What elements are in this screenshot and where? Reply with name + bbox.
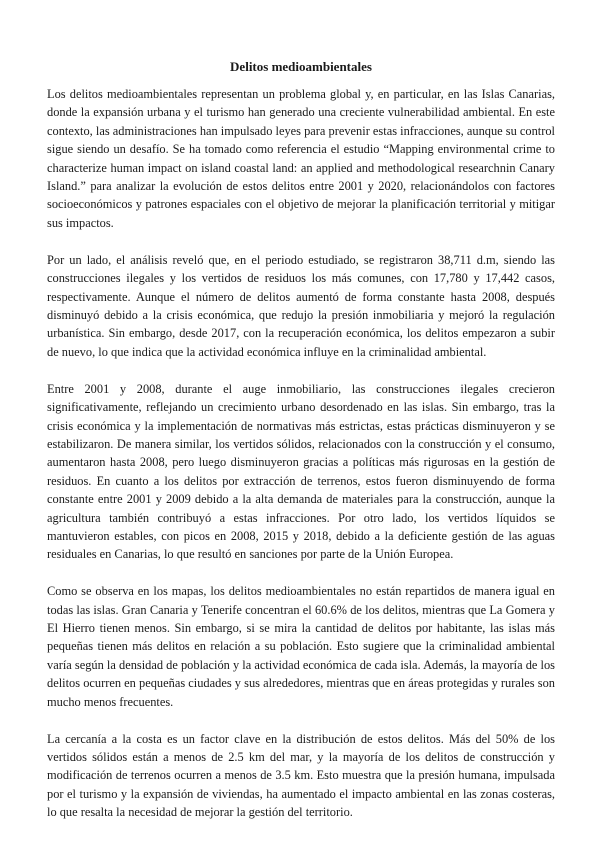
paragraph-coast: La cercanía a la costa es un factor clave en la distribución de estos delitos. Más del 50% de los vertidos sólidos están a menos de 2.5 km del mar, y la mayoría de los delitos de construcción y modificación de terrenos ocurren a menos de 3.5 km. Esto muestra que la presión humana, impulsada por el turismo y la expansión de viviendas, ha aumentado el impacto ambiental en las zonas costeras, lo que resalta la necesidad de mejorar la gestión del territorio. [47, 731, 555, 820]
document-title: Delitos medioambientales [230, 59, 372, 74]
paragraph-distribution: Como se observa en los mapas, los delitos medioambientales no están repartidos de manera igual en todas las islas. Gran Canaria y Tenerife concentran el 60.6% de los delitos, mientras que La Gomera y El Hierro tienen menos. Sin embargo, si se mira la cantidad de delitos por habitante, las islas más pequeñas tienen más delitos en relación a su población. Esto sugiere que la criminalidad ambiental varía según la densidad de población y la actividad económica de cada isla. Además, la mayoría de los delitos ocurren en pequeñas ciudades y sus alrededores, mientras que en áreas protegidas y rurales son mucho menos frecuentes. [47, 584, 555, 709]
paragraph-evolution: Entre 2001 y 2008, durante el auge inmobiliario, las construcciones ilegales crecieron significativamente, reflejando un crecimiento urbano desordenado en las islas. Sin embargo, tras la crisis económica y la implementación de normativas más estrictas, estas prácticas disminuyeron y se estabilizaron. De manera similar, los vertidos sólidos, relacionados con la construcción y el consumo, aumentaron hasta 2008, pero luego disminuyeron gracias a políticas más rigurosas en la gestión de residuos. En cuanto a los delitos por extracción de terrenos, estos fueron disminuyendo de forma constante entre 2001 y 2009 debido a la alta demanda de materiales para la construcción, aunque la agricultura también contribuyó a estas infracciones. Por otro lado, los vertidos líquidos se mantuvieron estables, con picos en 2008, 2015 y 2018, debido a la deficiente gestión de las aguas residuales en Canarias, lo que resultó en sanciones por parte de la Unión Europea. [47, 381, 555, 562]
paragraph-intro: Los delitos medioambientales representan un problema global y, en particular, en las Islas Canarias, donde la expansión urbana y el turismo han generado una creciente vulnerabilidad ambiental. En este contexto, las administraciones han impulsado leyes para prevenir estas infracciones, aunque su control sigue siendo un desafío. Se ha tomado como referencia el estudio “Mapping environmental crime to characterize human impact on island coastal land: an applied and methodological researchnin Canary Island.” para analizar la evolución de estos delitos entre 2001 y 2020, relacionándolos con factores socioeconómicos y patrones espaciales con el objetivo de mejorar la planificación territorial y mitigar sus impactos. [47, 87, 555, 230]
document-page [47, 58, 555, 840]
paragraph-analysis: Por un lado, el análisis reveló que, en el periodo estudiado, se registraron 38,711 d.m, siendo las construcciones ilegales y los vertidos de residuos los más comunes, con 17,780 y 17,442 casos, respectivamente. Aunque el número de delitos aumentó de forma constante hasta 2008, después disminuyó debido a la crisis económica, que redujo la presión inmobiliaria y mejoró la regulación urbanística. Sin embargo, desde 2017, con la recuperación económica, los delitos empezaron a subir de nuevo, lo que indica que la actividad económica influye en la criminalidad ambiental. [47, 252, 555, 359]
